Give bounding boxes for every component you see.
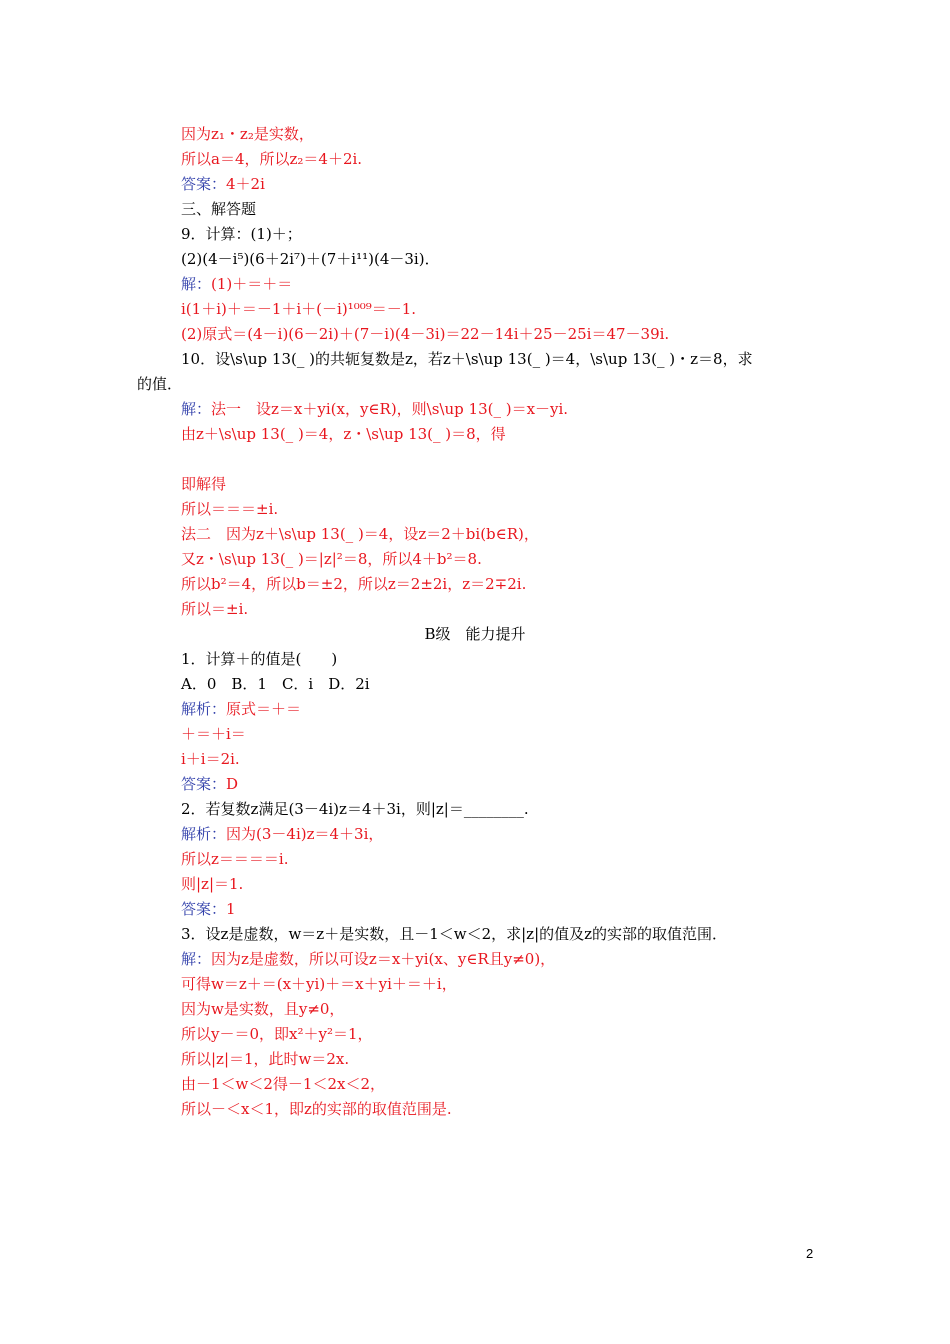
text-line: 因为z₁・z₂是实数， [181, 125, 314, 143]
solution-line: 即解得 [181, 475, 227, 493]
solution-line: 解析：原式＝＋＝ [181, 700, 302, 718]
question-text: (2)(4－i⁵)(6＋2i⁷)＋(7＋i¹¹)(4－3i)． [181, 250, 440, 268]
solution-line: 法二 因为z＋\s\up 13(_ )＝4，设z＝2＋bi(b∈R)， [181, 525, 539, 543]
solution-line: 所以＝±i. [181, 600, 249, 618]
solution-line: 解：法一 设z＝x＋yi(x，y∈R)，则\s\up 13(_ )＝x－yi. [181, 400, 569, 418]
answer-line: 答案：1 [181, 900, 236, 918]
solution-line: 又z・\s\up 13(_ )＝|z|²＝8，所以4＋b²＝8. [181, 550, 482, 568]
question-text: 9．计算：(1)＋； [181, 225, 302, 243]
question-text: 的值． [137, 375, 183, 393]
text-line: 答案：4＋2i [181, 175, 265, 193]
text-line: 所以a＝4，所以z₂＝4＋2i. [181, 150, 363, 168]
solution-line: 由－1＜w＜2得－1＜2x＜2， [181, 1075, 386, 1093]
solution-line: 解：因为z是虚数，所以可设z＝x＋yi(x、y∈R且y≠0)， [181, 950, 556, 968]
section-heading: 三、解答题 [181, 200, 257, 218]
solution-line: 所以|z|＝1，此时w＝2x. [181, 1050, 350, 1068]
solution-line: 所以＝＝＝±i. [181, 500, 279, 518]
solution-line: 所以b²＝4，所以b＝±2，所以z＝2±2i，z＝2∓2i. [181, 575, 527, 593]
page-number: 2 [806, 1246, 814, 1261]
solution-line: 所以y－＝0，即x²＋y²＝1， [181, 1025, 373, 1043]
solution-line: i＋i＝2i. [181, 750, 240, 768]
answer-line: 答案：D [181, 775, 239, 793]
solution-line: 所以－＜x＜1，即z的实部的取值范围是. [181, 1100, 452, 1118]
question-text: 2．若复数z满足(3－4i)z＝4＋3i，则|z|＝________. [181, 800, 529, 818]
solution-line: 解：(1)＋＝＋＝ [181, 275, 293, 293]
solution-line: 可得w＝z＋＝(x＋yi)＋＝x＋yi＋＝＋i， [181, 975, 457, 993]
solution-line: 则|z|＝1. [181, 875, 244, 893]
solution-line: 由z＋\s\up 13(_ )＝4，z・\s\up 13(_ )＝8，得 [181, 425, 506, 443]
solution-line: 因为w是实数，且y≠0， [181, 1000, 345, 1018]
solution-line: 所以z＝＝＝＝i. [181, 850, 289, 868]
question-text: 1．计算＋的值是( ) [181, 650, 338, 668]
question-text: 10．设\s\up 13(_ )的共轭复数是z，若z＋\s\up 13(_ )＝4，\s\up 13(_ )・z＝8，求 [181, 350, 753, 368]
question-text: 3．设z是虚数，w＝z＋是实数，且－1＜w＜2，求|z|的值及z的实部的取值范围． [181, 925, 728, 943]
solution-line: 解析：因为(3－4i)z＝4＋3i， [181, 825, 384, 843]
solution-line: ＋＝＋i＝ [181, 725, 246, 743]
answer-options: A．0 B．1 C．i D．2i [181, 675, 370, 693]
solution-line: i(1＋i)＋＝－1＋i＋(－i)¹⁰⁰⁹＝－1. [181, 300, 417, 318]
solution-line: (2)原式＝(4－i)(6－2i)＋(7－i)(4－3i)＝22－14i＋25－25i＝47－39i. [181, 325, 670, 343]
section-heading: B级 能力提升 [424, 625, 526, 643]
